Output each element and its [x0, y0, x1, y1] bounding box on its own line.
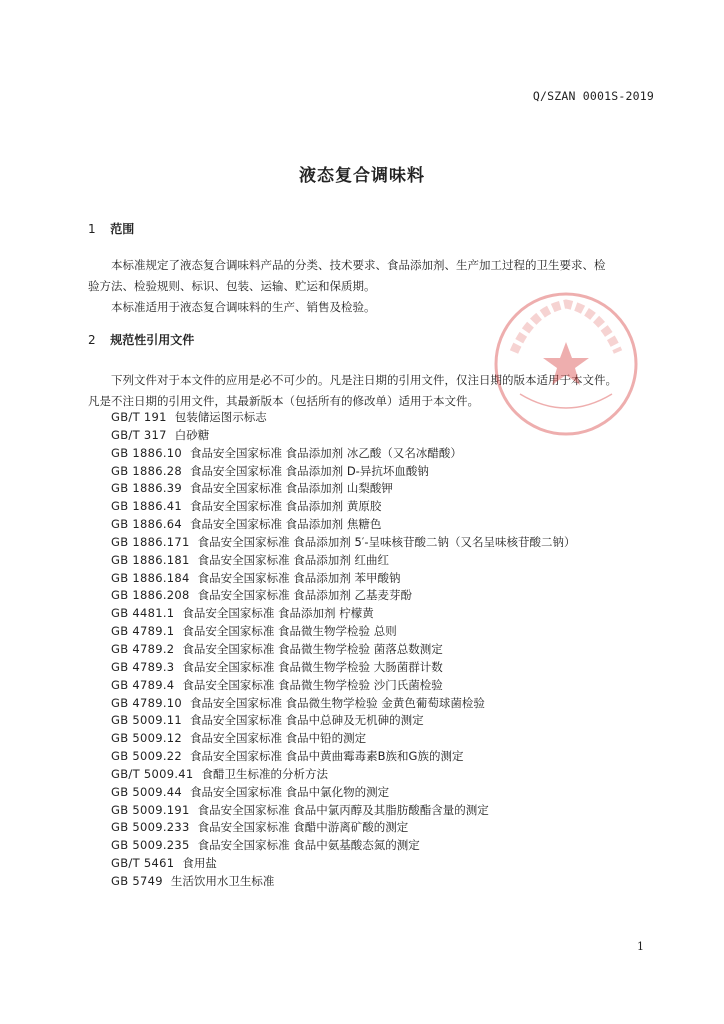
- reference-item: [88, 641, 576, 659]
- reference-title: 食品安全国家标准 食品添加剂 山梨酸钾: [190, 481, 393, 496]
- reference-title: 食品安全国家标准 食品中氨基酸态氮的测定: [197, 838, 420, 853]
- reference-code: GB 4789.3: [111, 659, 175, 674]
- reference-code: GB 5009.191: [111, 802, 190, 817]
- reference-title: 食品安全国家标准 食品中总砷及无机砷的测定: [190, 713, 424, 728]
- reference-item: [88, 712, 576, 730]
- reference-item: [88, 570, 576, 588]
- reference-code: GB/T 191: [111, 410, 167, 424]
- star-icon: [543, 342, 589, 385]
- reference-title: 食品安全国家标准 食品微生物学检验 总则: [182, 624, 397, 639]
- reference-code: GB 5009.12: [111, 731, 183, 746]
- reference-code: GB/T 5009.41: [111, 766, 194, 781]
- reference-code: GB 1886.64: [111, 517, 183, 532]
- reference-code: GB 5009.22: [111, 749, 183, 764]
- reference-title: 食品安全国家标准 食品中氯化物的测定: [190, 784, 390, 799]
- reference-title: 白砂糖: [174, 427, 210, 442]
- reference-title: 食品安全国家标准 食品微生物学检验 金黄色葡萄球菌检验: [190, 695, 485, 710]
- reference-title: 食品安全国家标准 食品添加剂 柠檬黄: [182, 606, 374, 621]
- reference-item: [88, 480, 576, 498]
- reference-code: GB 4789.4: [111, 677, 175, 692]
- reference-item: [88, 748, 576, 766]
- reference-code: GB 4789.10: [111, 695, 183, 710]
- paragraph-line: 本标准规定了液态复合调味料产品的分类、技术要求、食品添加剂、生产加工过程的卫生要求、检: [111, 258, 606, 272]
- reference-item: [88, 659, 576, 677]
- reference-title: 食品安全国家标准 食品添加剂 乙基麦芽酚: [197, 588, 412, 603]
- reference-title: 食品安全国家标准 食品中氯丙醇及其脂肪酸酯含量的测定: [197, 802, 489, 817]
- paragraph-line: 本标准适用于液态复合调味料的生产、销售及检验。: [111, 300, 376, 314]
- reference-item: [88, 623, 576, 641]
- reference-code: GB 5009.44: [111, 784, 183, 799]
- reference-item: [88, 552, 576, 570]
- reference-code: GB 4789.2: [111, 641, 175, 656]
- reference-item: [88, 837, 576, 855]
- reference-title: 食品安全国家标准 食品添加剂 冰乙酸（又名冰醋酸）: [190, 445, 462, 460]
- reference-title: 食品安全国家标准 食品添加剂 苯甲酸钠: [197, 570, 401, 585]
- reference-title: 食品安全国家标准 食品添加剂 5′-呈味核苷酸二钠（又名呈味核苷酸二钠）: [197, 534, 576, 549]
- reference-title: 食品安全国家标准 食品微生物学检验 菌落总数测定: [182, 641, 443, 656]
- section-2-heading: [88, 331, 194, 348]
- reference-code: GB/T 317: [111, 427, 167, 442]
- reference-code: GB 4481.1: [111, 606, 175, 621]
- reference-code: GB 1886.28: [111, 463, 183, 478]
- reference-title: 食品安全国家标准 食品添加剂 D-异抗坏血酸钠: [190, 463, 429, 478]
- reference-item: [88, 802, 576, 820]
- reference-list: [88, 409, 576, 891]
- reference-code: GB 5009.233: [111, 820, 190, 835]
- reference-title: 食品安全国家标准 食品添加剂 黄原胶: [190, 499, 382, 514]
- reference-code: GB 4789.1: [111, 624, 175, 639]
- section-title: 范围: [110, 222, 135, 236]
- reference-item: [88, 587, 576, 605]
- reference-code: GB 1886.10: [111, 445, 183, 460]
- reference-title: 食品安全国家标准 食品微生物学检验 沙门氏菌检验: [182, 677, 443, 692]
- reference-code: GB 1886.184: [111, 570, 190, 585]
- reference-title: 食品安全国家标准 食品微生物学检验 大肠菌群计数: [182, 659, 443, 674]
- reference-item: [88, 445, 576, 463]
- reference-title: 食品安全国家标准 食品中黄曲霉毒素B族和G族的测定: [190, 749, 464, 764]
- reference-code: GB 1886.39: [111, 481, 183, 496]
- reference-item: [88, 516, 576, 534]
- reference-item: [88, 677, 576, 695]
- paragraph-line: 凡是不注日期的引用文件，其最新版本（包括所有的修改单）适用于本文件。: [88, 394, 479, 408]
- reference-code: GB 5009.11: [111, 713, 183, 728]
- reference-item: [88, 534, 576, 552]
- reference-code: GB 1886.208: [111, 588, 190, 603]
- reference-item: [88, 695, 576, 713]
- document-title: 液态复合调味料: [299, 166, 425, 186]
- reference-item: [88, 873, 576, 891]
- reference-code: GB 1886.171: [111, 534, 190, 549]
- reference-item: [88, 730, 576, 748]
- reference-code: GB 1886.41: [111, 499, 183, 514]
- reference-title: 生活饮用水卫生标准: [170, 873, 275, 888]
- section-title: 规范性引用文件: [110, 333, 195, 347]
- reference-item: [88, 605, 576, 623]
- reference-code: GB 1886.181: [111, 552, 190, 567]
- reference-item: [88, 766, 576, 784]
- reference-title: 食品安全国家标准 食品中铅的测定: [190, 731, 367, 746]
- reference-code: GB 5749: [111, 873, 163, 888]
- reference-title: 食品安全国家标准 食品添加剂 红曲红: [197, 552, 389, 567]
- reference-title: 食醋卫生标准的分析方法: [201, 766, 329, 781]
- section-1-heading: [88, 220, 134, 237]
- reference-title: 食品安全国家标准 食醋中游离矿酸的测定: [197, 820, 409, 835]
- reference-code: GB/T 5461: [111, 856, 175, 871]
- reference-item: [88, 784, 576, 802]
- reference-code: GB 5009.235: [111, 838, 190, 853]
- paragraph-line: 下列文件对于本文件的应用是必不可少的。凡是注日期的引用文件，仅注日期的版本适用于本文件。: [111, 373, 617, 387]
- section-number: 1: [88, 222, 96, 236]
- paragraph-line: 验方法、检验规则、标识、包装、运输、贮运和保质期。: [88, 279, 376, 293]
- reference-item: [88, 463, 576, 481]
- page-number: 1: [637, 940, 644, 953]
- reference-item: [88, 855, 576, 873]
- section-number: 2: [88, 333, 96, 347]
- reference-item: [88, 498, 576, 516]
- reference-title: 食用盐: [182, 856, 217, 871]
- seal-arc: [520, 394, 612, 408]
- reference-item: [88, 819, 576, 837]
- standard-code: Q/SZAN 0001S-2019: [532, 89, 654, 103]
- official-seal: [492, 290, 640, 438]
- reference-title: 包装储运图示标志: [174, 410, 267, 424]
- reference-title: 食品安全国家标准 食品添加剂 焦糖色: [190, 517, 382, 532]
